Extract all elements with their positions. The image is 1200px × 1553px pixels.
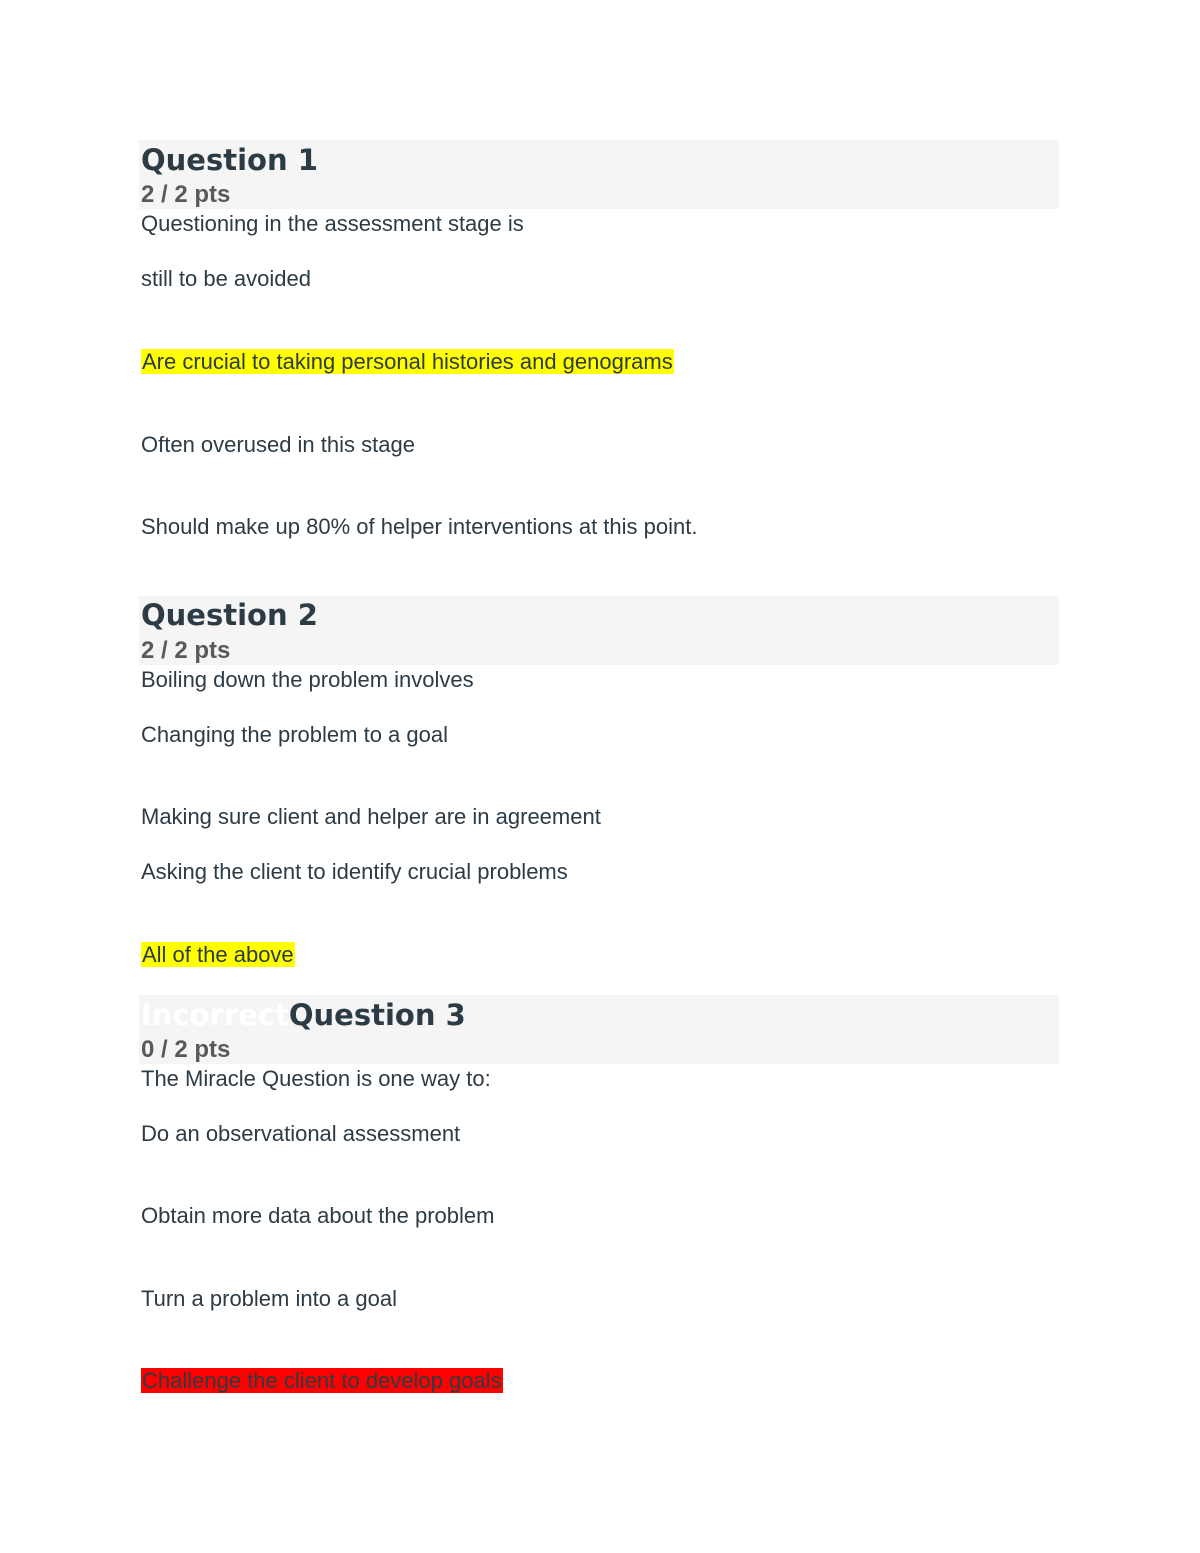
question-3-answer-1 [141, 1121, 460, 1147]
question-2-prompt: Boiling down the problem involves [141, 667, 474, 692]
question-1-points: 2 / 2 pts [141, 181, 231, 208]
question-2-title [141, 598, 318, 632]
question-title-text: Question 1 [141, 143, 318, 177]
answer-text: Should make up 80% of helper interventions at this point. [141, 514, 698, 539]
question-3-prompt: The Miracle Question is one way to: [141, 1066, 491, 1091]
answer-text: Do an observational assessment [141, 1121, 461, 1146]
question-title-text: Question 2 [141, 598, 318, 632]
question-1-prompt: Questioning in the assessment stage is [141, 211, 524, 236]
question-1-title [141, 143, 318, 177]
answer-text: Changing the problem to a goal [141, 722, 448, 747]
answer-text: still to be avoided [141, 266, 311, 291]
answer-text: Turn a problem into a goal [141, 1286, 397, 1311]
question-2-answer-4 [141, 942, 295, 968]
question-1-answer-2 [141, 349, 674, 375]
answer-text: Often overused in this stage [141, 432, 415, 457]
question-3-answer-2 [141, 1203, 494, 1229]
question-2-answer-1 [141, 722, 448, 748]
question-1-answer-4 [141, 514, 697, 540]
selected-correct-answer: Are crucial to taking personal histories and genograms [142, 349, 673, 374]
selected-correct-answer: All of the above [142, 942, 294, 967]
question-title-text: Question 3 [288, 998, 466, 1032]
incorrect-label: Incorrect [141, 998, 289, 1032]
selected-incorrect-answer: Challenge the client to develop goals [142, 1368, 502, 1393]
question-1-answer-1 [141, 266, 311, 292]
question-3-title [141, 998, 466, 1032]
question-3-answer-4 [141, 1368, 503, 1394]
question-1-answer-3 [141, 432, 415, 458]
answer-text: Making sure client and helper are in agreement [141, 804, 601, 829]
answer-text: Asking the client to identify crucial problems [141, 859, 568, 884]
question-2-answer-3 [141, 859, 568, 885]
question-2-points: 2 / 2 pts [141, 637, 231, 664]
question-2-answer-2 [141, 804, 601, 830]
answer-text: Obtain more data about the problem [141, 1203, 495, 1228]
question-3-answer-3 [141, 1286, 397, 1312]
question-3-points: 0 / 2 pts [141, 1036, 231, 1063]
